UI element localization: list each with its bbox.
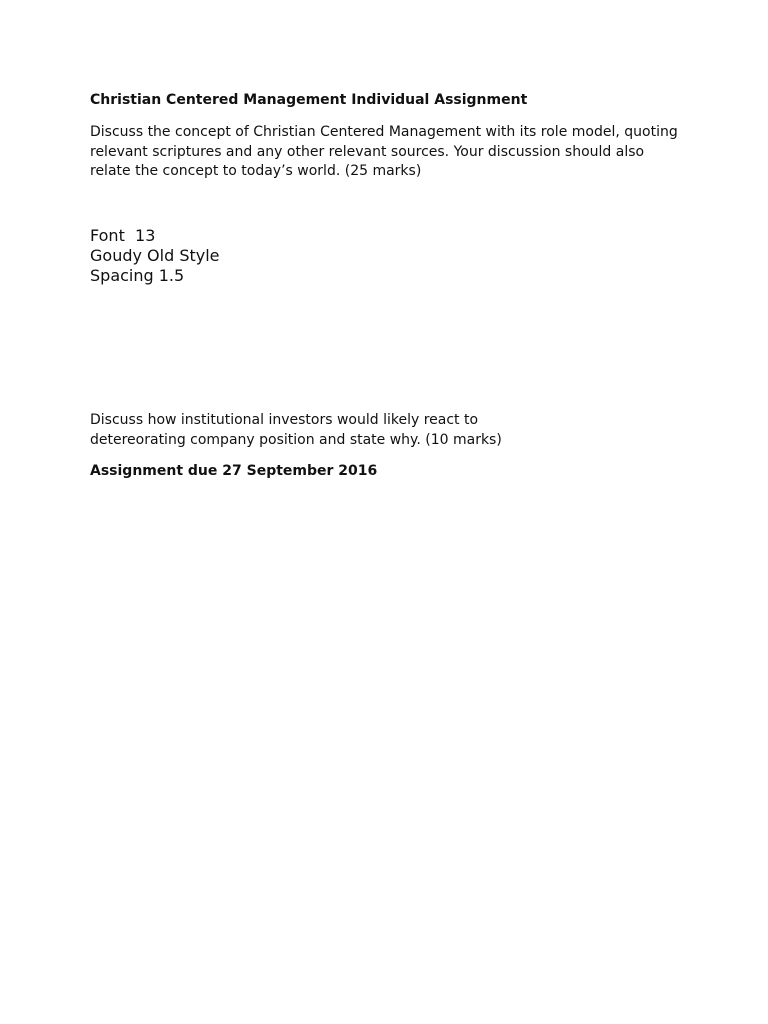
question-one-line: Discuss the concept of Christian Centered Management with its role model, quoting	[90, 124, 678, 140]
assignment-title: Christian Centered Management Individual Assignment	[90, 92, 528, 108]
due-date: Assignment due 27 September 2016	[90, 463, 378, 479]
question-one-line: relate the concept to today’s world. (25 marks)	[90, 163, 422, 179]
question-one	[90, 123, 690, 182]
question-two-line: Discuss how institutional investors would likely react to	[90, 412, 479, 428]
format-note-font-size: Font 13	[90, 226, 156, 245]
format-note-spacing: Spacing 1.5	[90, 266, 185, 285]
question-two	[90, 411, 502, 450]
question-one-line: relevant scriptures and any other relevant sources. Your discussion should also	[90, 143, 645, 160]
question-two-line: detereorating company position and state why. (10 marks)	[90, 431, 502, 448]
format-note-font-family: Goudy Old Style	[90, 246, 220, 265]
format-notes	[90, 226, 220, 286]
